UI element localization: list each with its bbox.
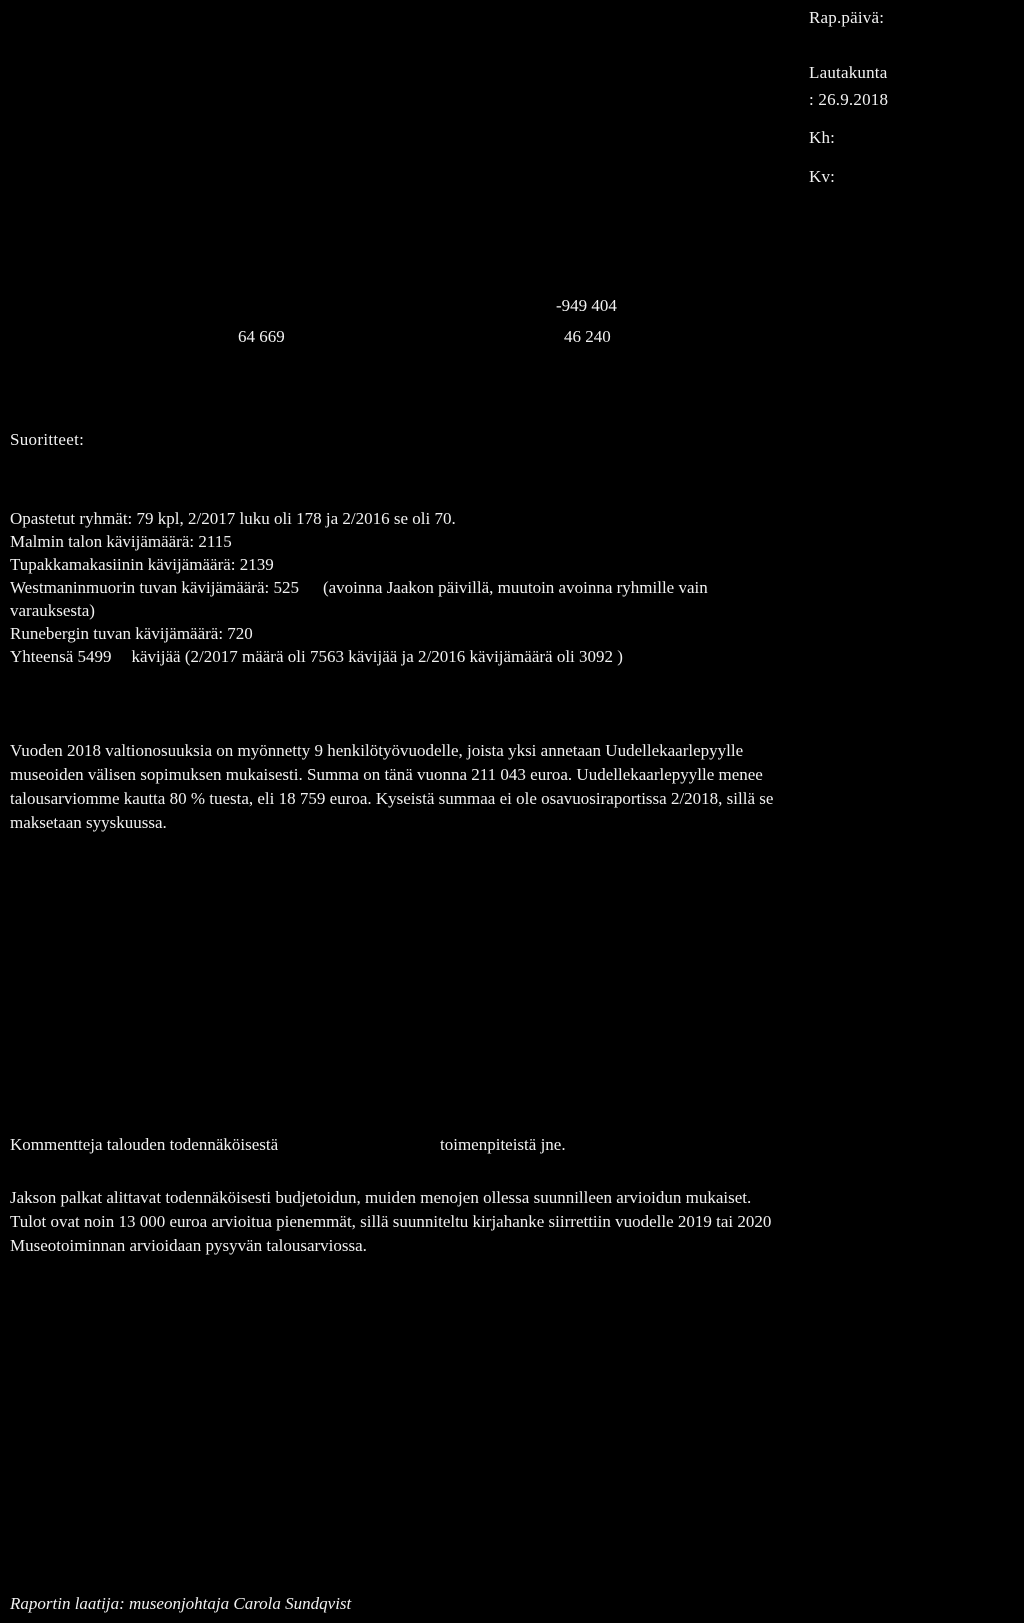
- committee-label: Lautakunta: [809, 63, 888, 82]
- figure-value-b-left: 64 669: [238, 327, 285, 346]
- committee-date: : 26.9.2018: [809, 90, 889, 109]
- kommentit-heading-left: Kommentteja talouden todennäköisestä: [10, 1135, 279, 1154]
- suoritteet-heading: Suoritteet:: [10, 430, 85, 449]
- valtionosuus-line: talousarviomme kautta 80 % tuesta, eli 18 759 euroa. Kyseistä summaa ei ole osavuosiraportissa 2/2018, sillä se: [10, 789, 774, 808]
- kommentit-line: Jakson palkat alittavat todennäköisesti budjetoidun, muiden menojen ollessa suunnilleen arvioidun mukaiset.: [10, 1188, 752, 1207]
- suoritteet-line-westmanin: [10, 576, 708, 599]
- suoritteet-line-malmin: Malmin talon kävijämäärä: 2115: [10, 532, 232, 551]
- suoritteet-line-total: [10, 645, 708, 668]
- valtionosuus-line: maksetaan syyskuussa.: [10, 813, 167, 832]
- valtionosuus-line: museoiden välisen sopimuksen mukaisesti. Summa on tänä vuonna 211 043 euroa. Uudellekaarlepyylle menee: [10, 765, 763, 784]
- westmanin-note: (avoinna Jaakon päivillä, muutoin avoinna ryhmille vain: [322, 578, 708, 597]
- suoritteet-line-groups: Opastetut ryhmät: 79 kpl, 2/2017 luku oli 178 ja 2/2016 se oli 70.: [10, 509, 456, 528]
- suoritteet-line-tupakka: Tupakkamakasiinin kävijämäärä: 2139: [10, 555, 274, 574]
- kommentit-heading-right: toimenpiteistä jne.: [440, 1135, 566, 1154]
- kv-label: Kv:: [809, 167, 836, 186]
- kommentit-paragraph: [10, 1186, 771, 1258]
- figure-value-a: -949 404: [556, 296, 617, 315]
- suoritteet-line-runebergin: Runebergin tuvan kävijämäärä: 720: [10, 624, 253, 643]
- kommentit-line: Tulot ovat noin 13 000 euroa arvioitua pienemmät, sillä suunniteltu kirjahanke siirrettiin vuodelle 2019 tai 2020: [10, 1212, 772, 1231]
- valtionosuus-line: Vuoden 2018 valtionosuuksia on myönnetty 9 henkilötyövuodelle, joista yksi annetaan Uudellekaarlepyylle: [10, 741, 744, 760]
- valtionosuus-paragraph: [10, 739, 773, 835]
- report-date-label: Rap.päivä:: [809, 8, 885, 27]
- kommentit-line: Museotoiminnan arvioidaan pysyvän talousarviossa.: [10, 1236, 367, 1255]
- westmanin-count: Westmaninmuorin tuvan kävijämäärä: 525: [10, 578, 299, 597]
- report-author: Raportin laatija: museonjohtaja Carola Sundqvist: [10, 1594, 352, 1613]
- total-count: Yhteensä 5499: [10, 647, 112, 666]
- kh-label: Kh:: [809, 128, 836, 147]
- figure-value-b-right: 46 240: [564, 327, 611, 346]
- total-note: kävijää (2/2017 määrä oli 7563 kävijää ja 2/2016 kävijämäärä oli 3092 ): [131, 647, 623, 666]
- suoritteet-line-westmanin-cont: varauksesta): [10, 601, 95, 620]
- suoritteet-block: [10, 507, 708, 668]
